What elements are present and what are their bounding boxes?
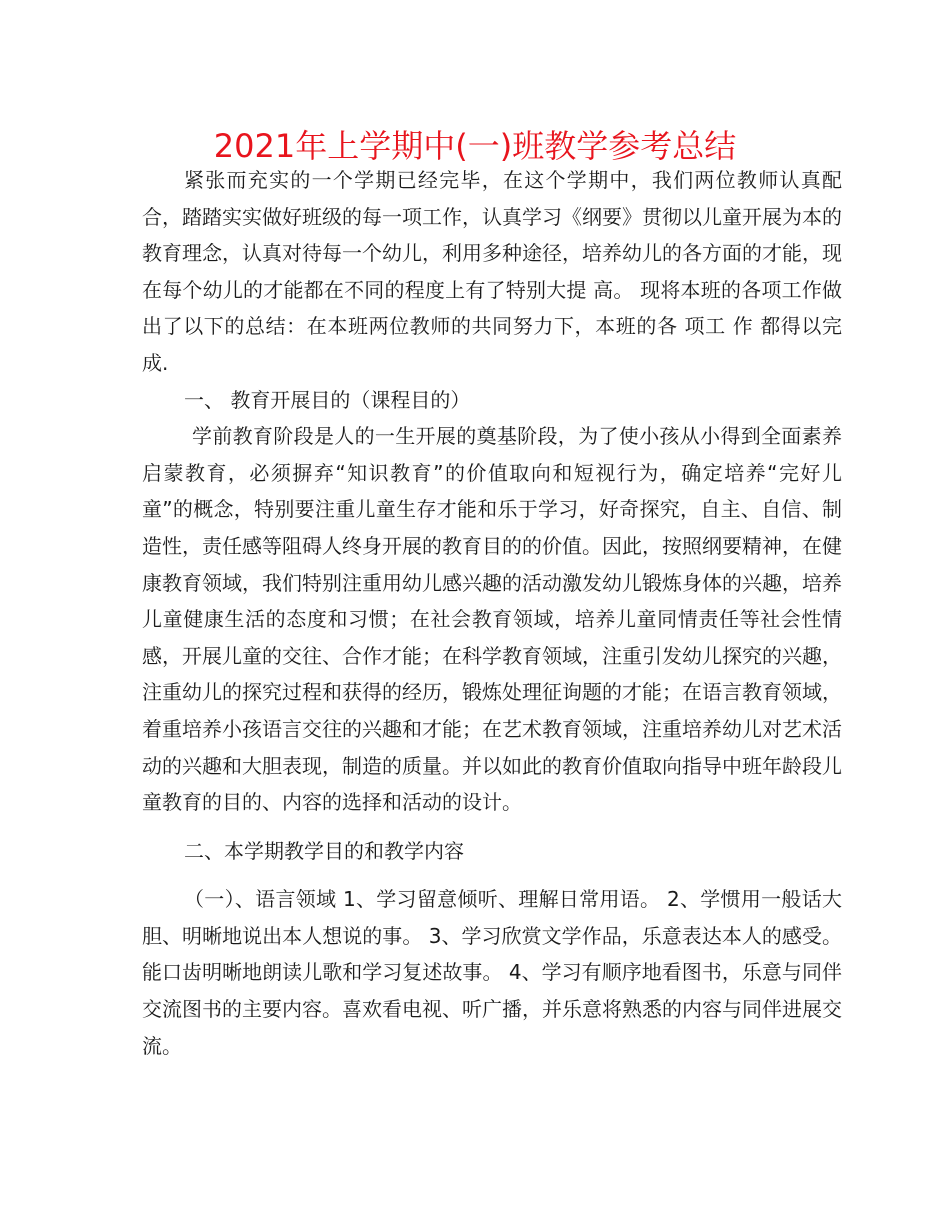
paragraph-intro: 紧张而充实的一个学期已经完毕，在这个学期中，我们两位教师认真配合，踏踏实实做好班级的每一项工作，认真学习《纲要》贯彻以儿童开展为本的教育理念，认真对待每一个幼儿，利用多种途径，培养幼儿的各方面的才能，现在每个幼儿的才能都在不同的程度上有了特别大提 高。 现将本班的各项工作做出了以下的总结：在本班两位教师的共同努力下，本班的各 项工 作 都得以完成. <box>142 168 842 375</box>
document-body <box>142 162 842 1064</box>
paragraph-language-domain: （一）、语言领域 1、学习留意倾听、理解日常用语。 2、学惯用一般话大胆、明晰地说出本人想说的事。 3、学习欣赏文学作品，乐意表达本人的感受。能口齿明晰地朗读儿歌和学习复述故事。 4、学习有顺序地看图书，乐意与同伴交流图书的主要内容。喜欢看电视、听广播，并乐意将熟悉的内容与同伴进展交流。 <box>142 887 842 1058</box>
document-title: 2021年上学期中(一)班教学参考总结 <box>213 127 737 165</box>
heading-section-2: 二、本学期教学目的和教学内容 <box>184 838 464 863</box>
paragraph-education-goals: 学前教育阶段是人的一生开展的奠基阶段，为了使小孩从小得到全面素养启蒙教育，必须摒弃“知识教育”的价值取向和短视行为，确定培养“完好儿童”的概念，特别要注重儿童生存才能和乐于学习，好奇探究，自主、自信、制造性，责任感等阻碍人终身开展的教育目的的价值。因此，按照纲要精神，在健康教育领域，我们特别注重用幼儿感兴趣的活动激发幼儿锻炼身体的兴趣，培养儿童健康生活的态度和习惯；在社会教育领域，培养儿童同情责任等社会性情感，开展儿童的交往、合作才能；在科学教育领域，注重引发幼儿探究的兴趣，注重幼儿的探究过程和获得的经历，锻炼处理征询题的才能；在语言教育领域，着重培养小孩语言交往的兴趣和才能；在艺术教育领域，注重培养幼儿对艺术活动的兴趣和大胆表现，制造的质量。并以如此的教育价值取向指导中班年龄段儿童教育的目的、内容的选择和活动的设计。 <box>142 424 842 815</box>
heading-section-1: 一、 教育开展目的（课程目的） <box>184 387 471 412</box>
